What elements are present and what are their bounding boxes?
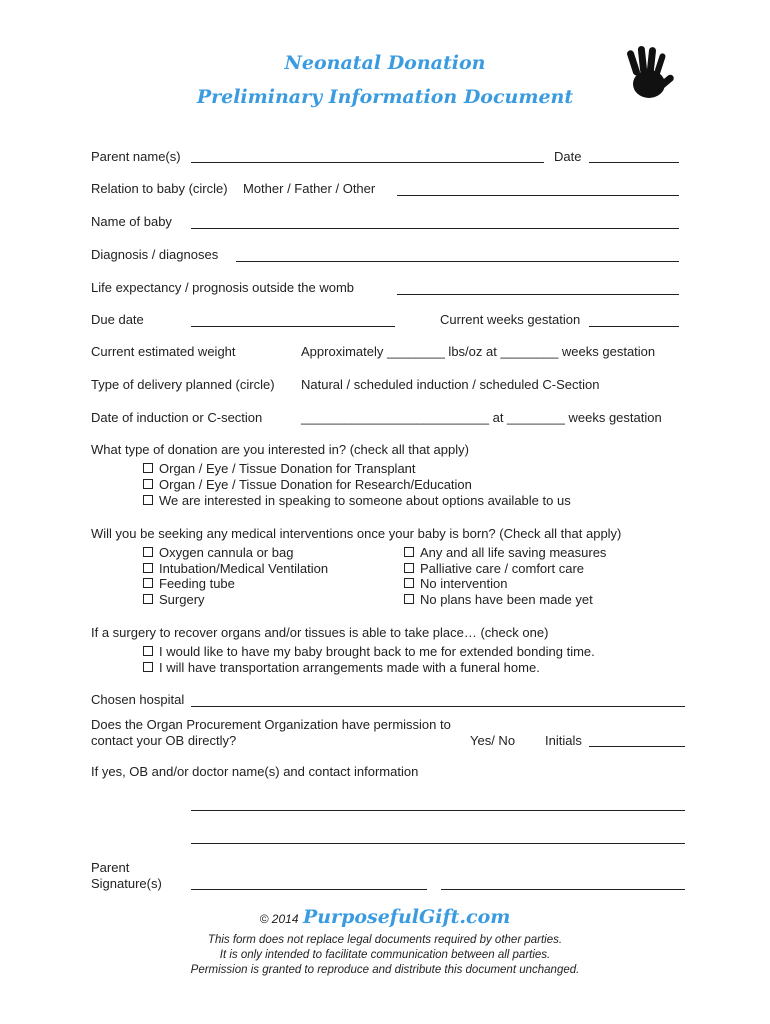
title-line1: Neonatal Donation xyxy=(284,52,486,74)
checkbox[interactable] xyxy=(143,463,153,473)
intervention-option[interactable]: Intubation/Medical Ventilation xyxy=(143,561,328,576)
due-date-label: Due date xyxy=(91,312,144,327)
checkbox[interactable] xyxy=(143,646,153,656)
signature-line-2[interactable] xyxy=(441,889,685,890)
surgery-option[interactable]: I will have transportation arrangements made with a funeral home. xyxy=(143,660,540,675)
checkbox[interactable] xyxy=(143,563,153,573)
baby-name-label: Name of baby xyxy=(91,214,172,229)
relation-line[interactable] xyxy=(397,195,679,196)
initials-line[interactable] xyxy=(589,746,685,747)
relation-label: Relation to baby (circle) xyxy=(91,181,228,196)
donation-option[interactable]: Organ / Eye / Tissue Donation for Transplant xyxy=(143,461,416,476)
diagnosis-label: Diagnosis / diagnoses xyxy=(91,247,219,262)
checkbox[interactable] xyxy=(143,547,153,557)
diagnosis-line[interactable] xyxy=(236,261,679,262)
ob-info-line-1[interactable] xyxy=(191,810,685,811)
handprint-icon xyxy=(616,44,678,106)
donation-question: What type of donation are you interested in? (check all that apply) xyxy=(91,442,469,457)
chosen-hospital-line[interactable] xyxy=(191,706,685,707)
footer-brand-row xyxy=(0,906,770,928)
relation-options[interactable]: Mother / Father / Other xyxy=(243,181,376,196)
approx-weight-field[interactable]: Approximately ________ lbs/oz at ________ weeks gestation xyxy=(301,344,656,359)
life-expectancy-label: Life expectancy / prognosis outside the womb xyxy=(91,280,355,295)
interventions-question: Will you be seeking any medical interventions once your baby is born? (Check all that apply) xyxy=(91,526,622,541)
intervention-option[interactable]: Any and all life saving measures xyxy=(404,545,606,560)
current-weeks-label: Current weeks gestation xyxy=(440,312,581,327)
checkbox[interactable] xyxy=(404,547,414,557)
donation-option[interactable]: We are interested in speaking to someone about options available to us xyxy=(143,493,571,508)
delivery-options[interactable]: Natural / scheduled induction / scheduled C-Section xyxy=(301,377,600,392)
initials-label: Initials xyxy=(545,733,582,748)
title-line2: Preliminary Information Document xyxy=(196,86,574,108)
chosen-hospital-label: Chosen hospital xyxy=(91,692,185,707)
checkbox[interactable] xyxy=(143,594,153,604)
induction-date-label: Date of induction or C-section xyxy=(91,410,263,425)
intervention-option[interactable]: No intervention xyxy=(404,576,507,591)
date-label: Date xyxy=(554,149,582,164)
checkbox[interactable] xyxy=(143,578,153,588)
current-weeks-line[interactable] xyxy=(589,326,679,327)
intervention-option[interactable]: No plans have been made yet xyxy=(404,592,593,607)
due-date-line[interactable] xyxy=(191,326,395,327)
life-expectancy-line[interactable] xyxy=(397,294,679,295)
parent-names-label: Parent name(s) xyxy=(91,149,181,164)
footer-note-3: Permission is granted to reproduce and distribute this document unchanged. xyxy=(190,964,580,976)
checkbox[interactable] xyxy=(143,479,153,489)
signature-label-line1: Parent xyxy=(91,860,130,875)
checkbox[interactable] xyxy=(404,563,414,573)
intervention-option[interactable]: Feeding tube xyxy=(143,576,235,591)
checkbox[interactable] xyxy=(404,578,414,588)
signature-line-1[interactable] xyxy=(191,889,427,890)
induction-date-field[interactable]: __________________________ at ________ weeks gestation xyxy=(301,410,662,425)
checkbox[interactable] xyxy=(404,594,414,604)
intervention-option[interactable]: Oxygen cannula or bag xyxy=(143,545,293,560)
checkbox[interactable] xyxy=(143,662,153,672)
footer-note-1: This form does not replace legal documents required by other parties. xyxy=(207,934,563,946)
brand-logo: PurposefulGift.com xyxy=(302,906,511,928)
signature-label-line2: Signature(s) xyxy=(91,876,162,891)
surgery-option[interactable]: I would like to have my baby brought back to me for extended bonding time. xyxy=(143,644,595,659)
opo-question-line1: Does the Organ Procurement Organization have permission to xyxy=(91,717,451,732)
footer-note-2: It is only intended to facilitate communication between all parties. xyxy=(219,949,551,961)
copyright: © 2014 xyxy=(259,912,299,926)
intervention-option[interactable]: Palliative care / comfort care xyxy=(404,561,584,576)
current-weight-label: Current estimated weight xyxy=(91,344,236,359)
ob-info-label: If yes, OB and/or doctor name(s) and contact information xyxy=(91,764,419,779)
surgery-question: If a surgery to recover organs and/or tissues is able to take place… (check one) xyxy=(91,625,549,640)
checkbox[interactable] xyxy=(143,495,153,505)
donation-option[interactable]: Organ / Eye / Tissue Donation for Research/Education xyxy=(143,477,472,492)
opo-question-line2: contact your OB directly? xyxy=(91,733,237,748)
date-line[interactable] xyxy=(589,162,679,163)
baby-name-line[interactable] xyxy=(191,228,679,229)
yes-no-options[interactable]: Yes/ No xyxy=(470,733,516,748)
intervention-option[interactable]: Surgery xyxy=(143,592,205,607)
ob-info-line-2[interactable] xyxy=(191,843,685,844)
parent-names-line[interactable] xyxy=(191,162,544,163)
delivery-type-label: Type of delivery planned (circle) xyxy=(91,377,275,392)
